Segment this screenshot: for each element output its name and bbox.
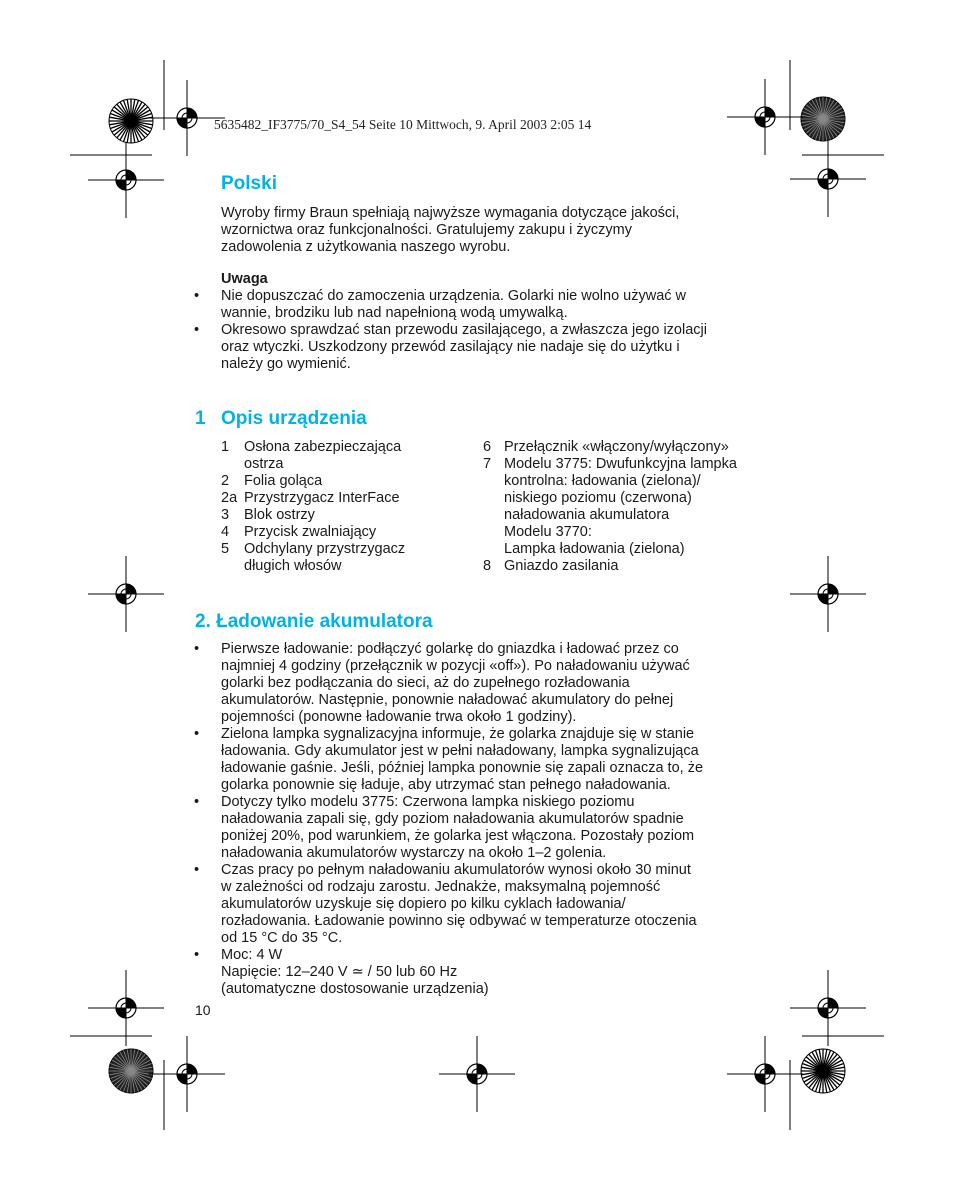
star-target — [109, 1049, 153, 1093]
charging-line: ładowanie gaśnie. Jeśli, później lampka ponownie się zapali oznacza to, że — [221, 760, 704, 776]
intro-line: zadowolenia z użytkowania naszego wyrobu. — [221, 239, 511, 255]
part-item — [221, 507, 471, 524]
registration-target — [727, 79, 803, 155]
note-item — [194, 322, 764, 373]
charging-line: • Dotyczy tylko modelu 3775: Czerwona lampka niskiego poziomu — [221, 794, 635, 810]
registration-target — [790, 556, 866, 632]
part-label: Modelu 3770: — [504, 524, 592, 540]
page-number: 10 — [195, 1002, 211, 1018]
part-label: Odchylany przystrzygacz — [244, 541, 406, 557]
part-number: 1 — [221, 439, 230, 455]
part-label: Przystrzygacz InterFace — [244, 490, 400, 506]
charging-line: naładowania akumulatorów wystarczy na około 1–2 golenia. — [221, 845, 607, 861]
registration-target — [149, 1036, 225, 1112]
registration-target — [727, 1036, 803, 1112]
section-1-number: 1 — [195, 408, 206, 429]
part-item — [483, 456, 773, 558]
charging-line: (automatyczne dostosowanie urządzenia) — [221, 981, 489, 997]
part-item — [483, 439, 773, 456]
registration-target — [790, 141, 866, 217]
note-line: należy go wymienić. — [221, 356, 351, 372]
charging-line: naładowania zapali się, gdy poziom naładowania akumulatorów spadnie — [221, 811, 684, 827]
part-label: naładowania akumulatora — [504, 507, 670, 523]
star-target — [801, 1049, 845, 1093]
part-label: Osłona zabezpieczająca — [244, 439, 402, 455]
star-target — [109, 99, 153, 143]
note-list — [194, 288, 764, 373]
part-label: Blok ostrzy — [244, 507, 315, 523]
charging-line: akumulatorów. Następnie, ponownie naładować akumulatory do pełnej — [221, 692, 674, 708]
part-label: Modelu 3775: Dwufunkcyjna lampka — [504, 456, 737, 472]
parts-list-right — [483, 439, 773, 575]
note-line: • Nie dopuszczać do zamoczenia urządzenia. Golarki nie wolno używać w — [221, 288, 687, 304]
charging-line: golarki bez podłączania do sieci, aż do zupełnego rozładowania — [221, 675, 630, 691]
charging-line: • Pierwsze ładowanie: podłączyć golarkę do gniazdka i ładować przez co — [221, 641, 679, 657]
charging-item — [194, 726, 769, 794]
part-item — [483, 558, 773, 575]
heading-polski: Polski — [221, 173, 277, 194]
part-label: długich włosów — [244, 558, 342, 574]
registration-target — [88, 970, 164, 1046]
note-item — [194, 288, 764, 322]
part-item — [221, 541, 471, 575]
registration-target — [790, 970, 866, 1046]
charging-line: pojemności (ponowne ładowanie trwa około 1 godziny). — [221, 709, 577, 725]
intro-line: Wyroby firmy Braun spełniają najwyższe wymagania dotyczące jakości, — [221, 205, 680, 221]
part-label: niskiego poziomu (czerwona) — [504, 490, 692, 506]
part-item — [221, 490, 471, 507]
charging-line: • Moc: 4 W — [221, 947, 283, 963]
intro-paragraph — [221, 205, 761, 256]
charging-line: rozładowania. Ładowanie powinno się odbywać w temperaturze otoczenia — [221, 913, 697, 929]
charging-line: poniżej 20%, pod warunkiem, że golarka jest włączona. Pozostały poziom — [221, 828, 695, 844]
part-item — [221, 524, 471, 541]
note-line: oraz wtyczki. Uszkodzony przewód zasilający nie nadaje się do użytku i — [221, 339, 680, 355]
part-number: 5 — [221, 541, 230, 557]
charging-line: najmniej 4 godziny (przełącznik w pozycji «off»). Po naładowaniu używać — [221, 658, 690, 674]
part-label: Przycisk zwalniający — [244, 524, 377, 540]
note-line: wannie, brodziku lub nad napełnioną wodą umywalką. — [221, 305, 568, 321]
charging-item — [194, 794, 769, 862]
charging-item — [194, 862, 769, 947]
part-number: 4 — [221, 524, 230, 540]
charging-line: • Zielona lampka sygnalizacyjna informuje, że golarka znajduje się w stanie — [221, 726, 695, 742]
section-2-title: 2. Ładowanie akumulatora — [195, 611, 433, 632]
part-label: kontrolna: ładowania (zielona)/ — [504, 473, 701, 489]
part-label: Folia goląca — [244, 473, 323, 489]
part-label: ostrza — [244, 456, 284, 472]
charging-item — [194, 641, 769, 726]
charging-line: Napięcie: 12–240 V ≃ / 50 lub 60 Hz — [221, 964, 458, 980]
part-number: 7 — [483, 456, 492, 472]
star-target — [801, 97, 845, 141]
note-line: • Okresowo sprawdzać stan przewodu zasilającego, a zwłaszcza jego izolacji — [221, 322, 707, 338]
charging-list — [194, 641, 769, 998]
part-label: Przełącznik «włączony/wyłączony» — [504, 439, 729, 455]
parts-list-left — [221, 439, 471, 575]
charging-line: akumulatorów uzyskuje się dopiero po kilku cyklach ładowania/ — [221, 896, 626, 912]
part-number: 2a — [221, 490, 238, 506]
registration-target — [439, 1036, 515, 1112]
charging-item — [194, 947, 769, 998]
charging-line: ładowania. Gdy akumulator jest w pełni naładowany, lampka sygnalizująca — [221, 743, 699, 759]
charging-line: • Czas pracy po pełnym naładowaniu akumulatorów wynosi około 30 minut — [221, 862, 691, 878]
registration-target — [88, 142, 164, 218]
note-heading: Uwaga — [221, 271, 268, 287]
registration-target — [88, 556, 164, 632]
part-number: 3 — [221, 507, 230, 523]
part-number: 8 — [483, 558, 492, 574]
charging-line: w zależności od rodzaju zarostu. Jednakże, maksymalną pojemność — [221, 879, 661, 895]
section-1-title: Opis urządzenia — [221, 408, 367, 429]
part-item — [221, 439, 471, 473]
part-label: Lampka ładowania (zielona) — [504, 541, 685, 557]
intro-line: wzornictwa oraz funkcjonalności. Gratulujemy zakupu i życzymy — [221, 222, 632, 238]
charging-line: od 15 °C do 35 °C. — [221, 930, 343, 946]
print-slug: 5635482_IF3775/70_S4_54 Seite 10 Mittwoch, 9. April 2003 2:05 14 — [214, 117, 592, 132]
part-number: 2 — [221, 473, 230, 489]
part-item — [221, 473, 471, 490]
part-number: 6 — [483, 439, 492, 455]
charging-line: golarka ponownie się ładuje, aby utrzymać stan pełnego naładowania. — [221, 777, 671, 793]
part-label: Gniazdo zasilania — [504, 558, 619, 574]
